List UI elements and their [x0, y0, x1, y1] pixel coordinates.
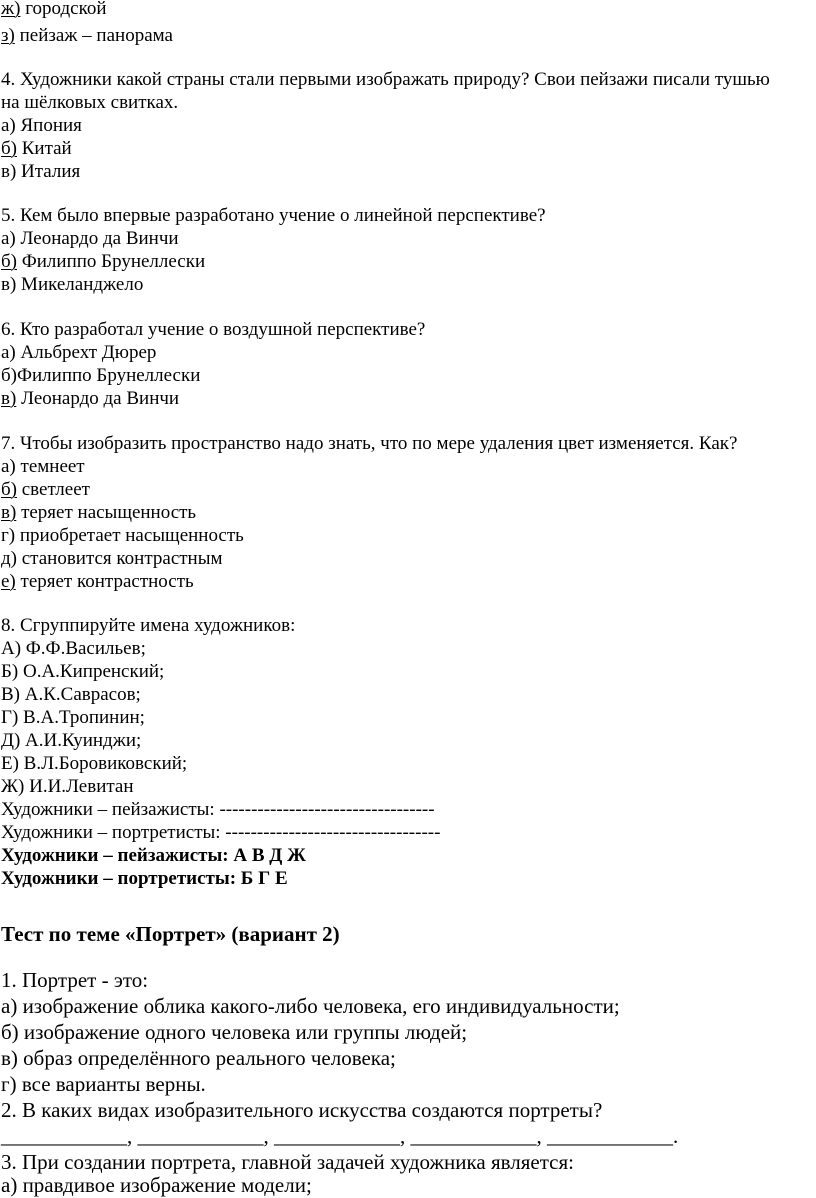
q8-name-item: Е) В.Л.Боровиковский; [1, 753, 188, 774]
q8-name-item: А) Ф.Ф.Васильев; [1, 638, 146, 659]
q4-question-line2: на шёлковых свитках. [1, 92, 179, 113]
q8-name-item: Б) О.А.Кипренский; [1, 661, 165, 682]
q8-name-item: Г) В.А.Тропинин; [1, 707, 145, 728]
test2-q1-option-g: г) все варианты верны. [1, 1072, 206, 1096]
q8-name-item: Ж) И.И.Левитан [1, 776, 134, 797]
q5-option-b-letter: б) [1, 251, 17, 272]
test2-q3: 3. При создании портрета, главной задачей художника является: [1, 1150, 574, 1174]
q8-name-item: Д) А.И.Куинджи; [1, 730, 142, 751]
q4-option-b-text: Китай [17, 138, 72, 159]
q3-option-zh-text: городской [20, 0, 107, 19]
q3-option-z-letter: з) [1, 25, 15, 46]
q5-option-a: а) Леонардо да Винчи [1, 228, 179, 249]
q5-question: 5. Кем было впервые разработано учение о линейной перспективе? [1, 205, 546, 226]
q4-option-b-letter: б) [1, 138, 17, 159]
q8-landscape-blank: Художники – пейзажисты: ---------------------------------- [1, 799, 435, 820]
q8-landscape-answer: Художники – пейзажисты: А В Д Ж [1, 845, 306, 866]
q5-option-b [1, 250, 205, 273]
test2-q1-option-b: б) изображение одного человека или группы людей; [1, 1020, 468, 1044]
q6-option-v [1, 387, 179, 410]
q8-portrait-answer: Художники – портретисты: Б Г Е [1, 868, 288, 889]
q7-option-v-letter: в) [1, 502, 17, 523]
q6-option-a: а) Альбрехт Дюрер [1, 342, 157, 363]
q6-option-v-letter: в) [1, 388, 17, 409]
q8-question: 8. Сгруппируйте имена художников: [1, 615, 296, 636]
q7-option-v [1, 501, 196, 524]
q5-option-v: в) Микеланджело [1, 274, 144, 295]
q6-option-v-text: Леонардо да Винчи [16, 388, 180, 409]
test2-heading: Тест по теме «Портрет» (вариант 2) [1, 922, 340, 946]
q8-portrait-blank: Художники – портретисты: ---------------------------------- [1, 822, 441, 843]
test2-q3-option-a: а) правдивое изображение модели; [1, 1173, 312, 1197]
q6-question: 6. Кто разработал учение о воздушной перспективе? [1, 319, 426, 340]
q5-option-b-text: Филиппо Брунеллески [17, 251, 206, 272]
q7-option-b-text: светлеет [17, 479, 90, 500]
q3-option-z [1, 24, 173, 47]
test2-q1: 1. Портрет - это: [1, 968, 149, 992]
q7-option-b-letter: б) [1, 479, 17, 500]
q3-option-zh [1, 0, 107, 20]
q4-question-line1: 4. Художники какой страны стали первыми изображать природу? Свои пейзажи писали тушью [1, 69, 770, 90]
q4-option-a: а) Япония [1, 115, 82, 136]
q7-option-e-letter: е) [1, 571, 16, 592]
q7-option-d: д) становится контрастным [1, 548, 223, 569]
test2-q2: 2. В каких видах изобразительного искусства создаются портреты? [1, 1098, 603, 1122]
q3-option-zh-letter: ж) [1, 0, 21, 19]
test2-q1-option-v: в) образ определённого реального человека; [1, 1046, 396, 1070]
q4-option-b [1, 137, 72, 160]
q7-option-a: а) темнеет [1, 456, 85, 477]
q7-option-g: г) приобретает насыщенность [1, 525, 244, 546]
q7-option-b [1, 478, 90, 501]
q7-option-e-text: теряет контрастность [15, 571, 194, 592]
q7-option-e [1, 570, 194, 593]
q6-option-b: б)Филиппо Брунеллески [1, 365, 201, 386]
q4-option-v: в) Италия [1, 161, 81, 182]
q7-option-v-text: теряет насыщенность [16, 502, 197, 523]
test2-q2-blanks: ____________, ____________, ____________, ____________, ____________. [1, 1124, 679, 1148]
q8-name-item: В) А.К.Саврасов; [1, 684, 141, 705]
q3-option-z-text: пейзаж – панорама [14, 25, 173, 46]
q7-question: 7. Чтобы изобразить пространство надо знать, что по мере удаления цвет изменяется. Как? [1, 433, 738, 454]
test2-q1-option-a: а) изображение облика какого-либо человека, его индивидуальности; [1, 994, 620, 1018]
